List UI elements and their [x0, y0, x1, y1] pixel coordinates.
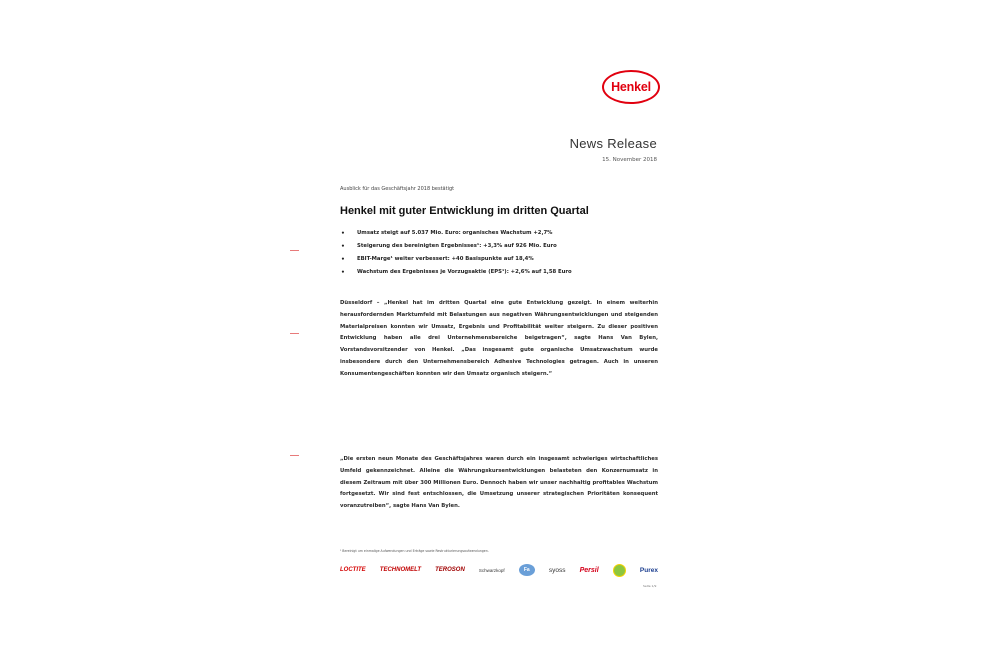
fa-logo: Fa	[519, 564, 535, 576]
page-number: Seite 1/9	[643, 584, 657, 588]
bullet-icon: •	[341, 243, 345, 250]
margin-mark	[290, 250, 299, 251]
technomelt-logo: TECHNOMELT	[379, 567, 421, 573]
persil-logo: Persil	[579, 566, 599, 574]
teroson-logo: TEROSON	[435, 567, 465, 573]
list-item	[340, 253, 658, 266]
kicker: Ausblick für das Geschäftsjahr 2018 bestätigt	[340, 186, 455, 192]
headline: Henkel mit guter Entwicklung im dritten Quartal	[340, 205, 589, 217]
purex-logo: Purex	[639, 566, 658, 574]
body-paragraph-1: Düsseldorf – „Henkel hat im dritten Quartal eine gute Entwicklung gezeigt. In einem weiterhin herausfordernden Marktumfeld mit Belastungen aus negativen Währungsentwicklungen und steigenden Materialpreisen konnten wir Umsatz, Ergebnis und Profitabilität weiter steigern. Zu dieser positiven Entwicklung haben alle drei Unternehmensbereiche beigetragen“, sagte Hans Van Bylen, Vorstandsvorsitzender von Henkel. „Das insgesamt gute organische Umsatzwachstum wurde insbesondere durch den Unternehmensbereich Adhesive Technologies getragen. Auch in unseren Konsumentengeschäften konnten wir den Umsatz organisch steigern.“	[340, 300, 658, 377]
bullet-text: EBIT-Marge¹ weiter verbessert: +40 Basispunkte auf 18,4%	[357, 256, 534, 262]
release-title: News Release	[569, 136, 657, 151]
bullet-icon: •	[341, 256, 345, 263]
logo-text: Henkel	[611, 80, 651, 94]
bullet-text: Wachstum des Ergebnisses je Vorzugsaktie (EPS¹): +2,6% auf 1,58 Euro	[357, 269, 572, 275]
release-date: 15. November 2018	[602, 157, 657, 163]
brand-logo-row	[340, 560, 658, 580]
bullet-text: Umsatz steigt auf 5.037 Mio. Euro: organisches Wachstum +2,7%	[357, 230, 553, 236]
list-item	[340, 227, 658, 240]
footnote: ¹ Bereinigt um einmalige Aufwendungen und Erträge sowie Restrukturierungsaufwendungen.	[340, 549, 489, 553]
list-item	[340, 240, 658, 253]
pril-logo	[613, 564, 626, 577]
margin-mark	[290, 455, 299, 456]
loctite-logo: LOCTITE	[340, 567, 366, 573]
margin-mark	[290, 333, 299, 334]
bullet-icon: •	[341, 269, 345, 276]
highlights-list	[340, 227, 658, 279]
bullet-icon: •	[341, 230, 345, 237]
syoss-logo: syoss	[548, 566, 566, 574]
henkel-logo	[602, 70, 660, 104]
bullet-text: Steigerung des bereinigten Ergebnisses¹: +3,3% auf 926 Mio. Euro	[357, 243, 557, 249]
list-item	[340, 266, 658, 279]
schwarzkopf-logo: Schwarzkopf	[478, 567, 505, 573]
body-paragraph-2: „Die ersten neun Monate des Geschäftsjahres waren durch ein insgesamt schwieriges wirtschaftliches Umfeld gekennzeichnet. Alleine die Währungskursentwicklungen belasteten den Konzernumsatz in diesem Zeitraum mit über 300 Millionen Euro. Dennoch haben wir unser nachhaltig profitables Wachstum fortgesetzt. Wir sind fest entschlossen, die Umsetzung unserer strategischen Prioritäten konsequent voranzutreiben“, sagte Hans Van Bylen.	[340, 456, 658, 510]
